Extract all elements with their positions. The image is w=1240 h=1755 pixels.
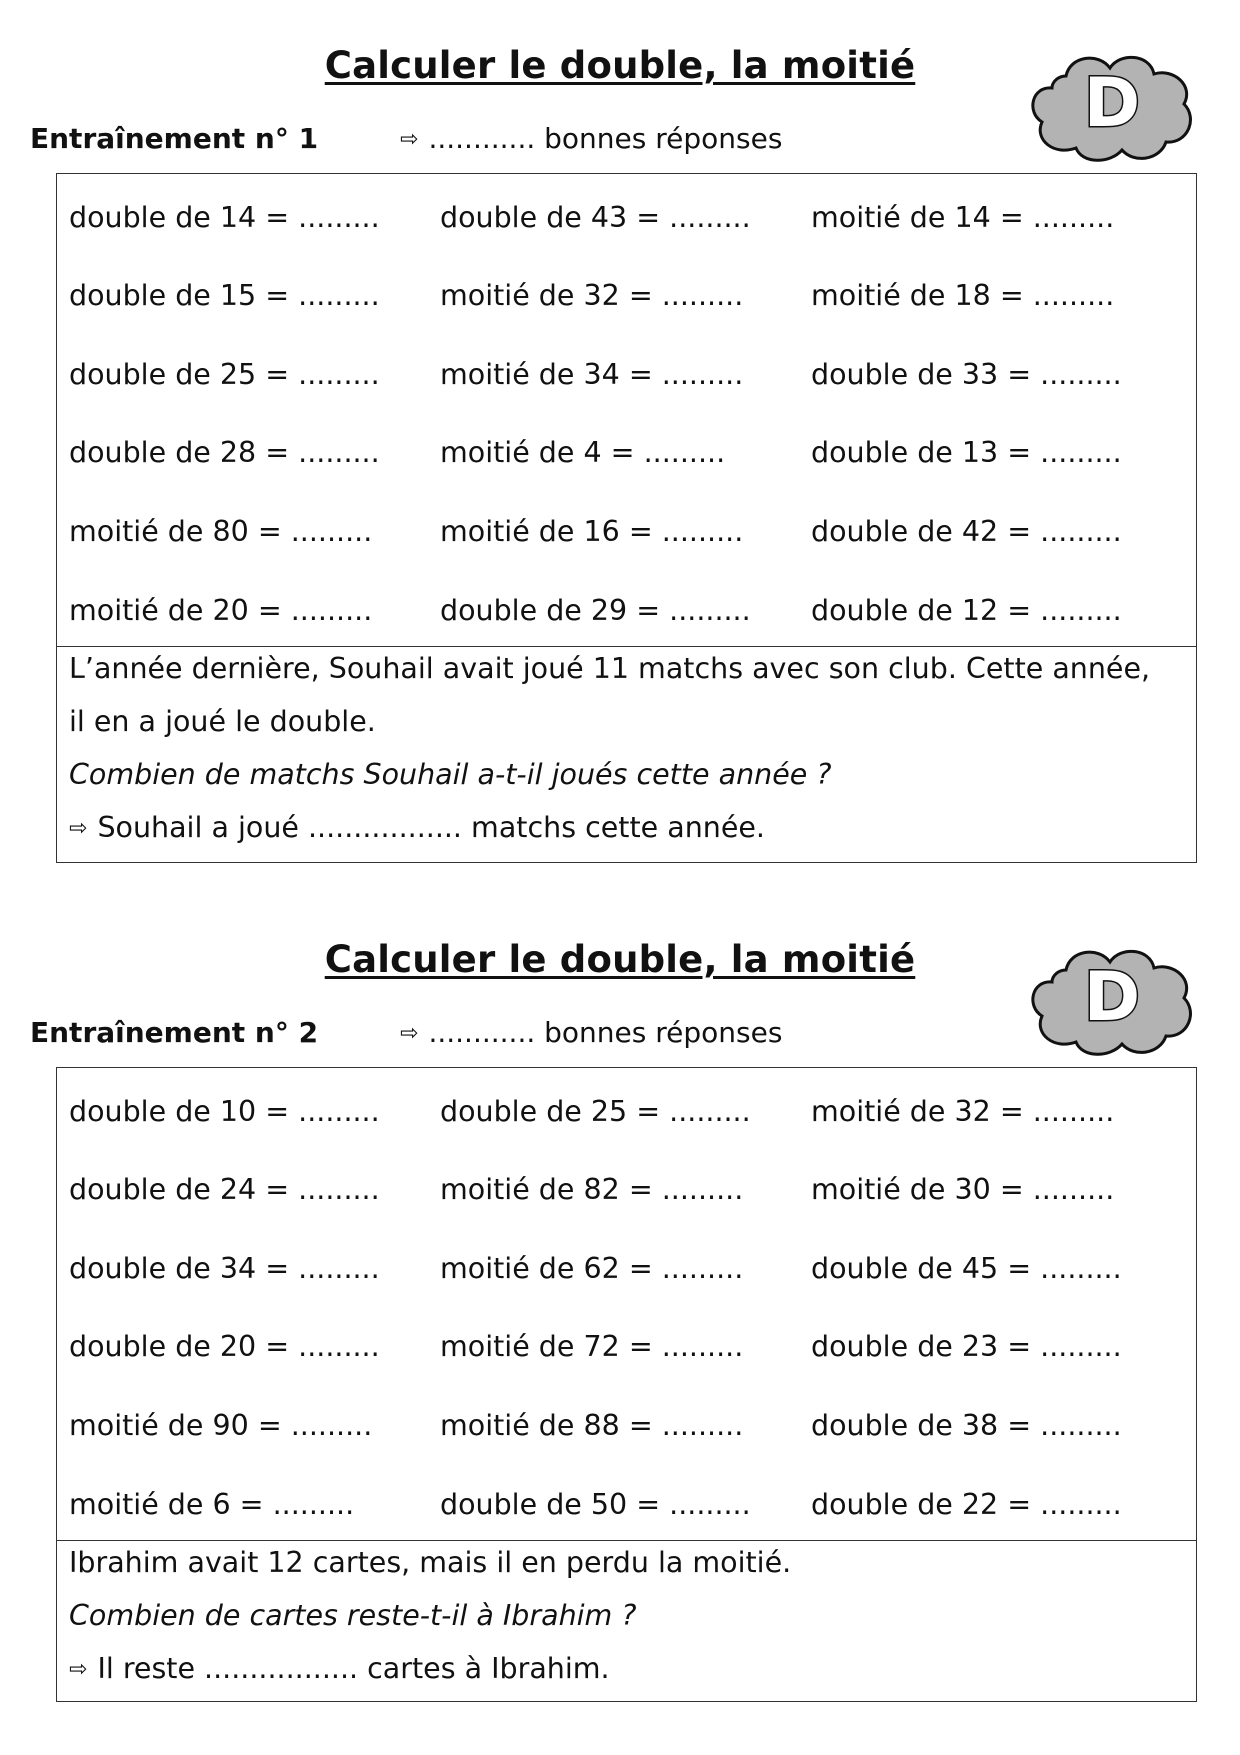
word-problem	[57, 1541, 1196, 1704]
calc-item: moitié de 30 = .........	[811, 1173, 1115, 1206]
calc-item: double de 34 = .........	[69, 1252, 380, 1285]
problem-question: Combien de cartes reste-t-il à Ibrahim ?	[69, 1599, 637, 1632]
calc-item: moitié de 90 = .........	[69, 1409, 373, 1442]
calc-item: double de 42 = .........	[811, 515, 1122, 548]
level-badge	[1026, 942, 1198, 1060]
calc-item: moitié de 34 = .........	[440, 358, 744, 391]
calc-item: double de 24 = .........	[69, 1173, 380, 1206]
worksheet-section-2	[0, 894, 1240, 1694]
calc-item: double de 22 = .........	[811, 1488, 1122, 1521]
exercise-label: Entraînement n° 2	[30, 1016, 319, 1049]
problem-question: Combien de matchs Souhail a-t-il joués cette année ?	[69, 758, 832, 791]
problem-text: Ibrahim avait 12 cartes, mais il en perdu la moitié.	[69, 1546, 792, 1579]
calc-item: double de 50 = .........	[440, 1488, 751, 1521]
calc-item: moitié de 20 = .........	[69, 594, 373, 627]
calculation-grid	[57, 174, 1196, 647]
cloud-icon	[1026, 48, 1198, 166]
page-title: Calculer le double, la moitié	[324, 44, 916, 87]
score-text: ............ bonnes réponses	[428, 1016, 783, 1049]
page-title: Calculer le double, la moitié	[324, 938, 916, 981]
problem-text: il en a joué le double.	[69, 705, 376, 738]
calc-item: double de 23 = .........	[811, 1330, 1122, 1363]
calc-item: double de 45 = .........	[811, 1252, 1122, 1285]
calc-item: double de 28 = .........	[69, 436, 380, 469]
calc-item: double de 20 = .........	[69, 1330, 380, 1363]
answer-text: Il reste ................. cartes à Ibrahim.	[97, 1652, 610, 1685]
answer-line	[69, 810, 1196, 863]
exercise-label: Entraînement n° 1	[30, 122, 319, 155]
badge-letter: D	[1083, 64, 1141, 143]
calc-item: double de 43 = .........	[440, 201, 751, 234]
calc-item: moitié de 62 = .........	[440, 1252, 744, 1285]
calc-item: moitié de 88 = .........	[440, 1409, 744, 1442]
calc-item: double de 38 = .........	[811, 1409, 1122, 1442]
score-line	[400, 122, 782, 155]
calc-item: moitié de 32 = .........	[440, 279, 744, 312]
calc-item: moitié de 18 = .........	[811, 279, 1115, 312]
calc-item: double de 13 = .........	[811, 436, 1122, 469]
exercise-box	[56, 173, 1197, 863]
calc-item: double de 10 = .........	[69, 1095, 380, 1128]
problem-text: L’année dernière, Souhail avait joué 11 matchs avec son club. Cette année,	[69, 652, 1151, 685]
arrow-icon: ⇨	[400, 1021, 419, 1046]
calc-item: double de 29 = .........	[440, 594, 751, 627]
arrow-icon: ⇨	[400, 127, 419, 152]
calc-item: double de 14 = .........	[69, 201, 380, 234]
word-problem	[57, 647, 1196, 863]
cloud-icon	[1026, 942, 1198, 1060]
badge-letter: D	[1083, 958, 1141, 1037]
worksheet-section-1	[0, 0, 1240, 844]
arrow-icon: ⇨	[69, 1657, 88, 1682]
calc-item: moitié de 80 = .........	[69, 515, 373, 548]
calc-item: moitié de 82 = .........	[440, 1173, 744, 1206]
calc-item: moitié de 16 = .........	[440, 515, 744, 548]
calc-item: double de 12 = .........	[811, 594, 1122, 627]
calc-item: double de 25 = .........	[440, 1095, 751, 1128]
calc-item: moitié de 4 = .........	[440, 436, 726, 469]
calculation-grid	[57, 1068, 1196, 1541]
score-line	[400, 1016, 782, 1049]
calc-item: double de 15 = .........	[69, 279, 380, 312]
exercise-box	[56, 1067, 1197, 1702]
calc-item: double de 25 = .........	[69, 358, 380, 391]
calc-item: moitié de 32 = .........	[811, 1095, 1115, 1128]
calc-item: moitié de 14 = .........	[811, 201, 1115, 234]
answer-text: Souhail a joué ................. matchs cette année.	[97, 811, 765, 844]
arrow-icon: ⇨	[69, 816, 88, 841]
calc-item: moitié de 72 = .........	[440, 1330, 744, 1363]
level-badge	[1026, 48, 1198, 166]
score-text: ............ bonnes réponses	[428, 122, 783, 155]
answer-line	[69, 1651, 1196, 1704]
calc-item: moitié de 6 = .........	[69, 1488, 355, 1521]
calc-item: double de 33 = .........	[811, 358, 1122, 391]
